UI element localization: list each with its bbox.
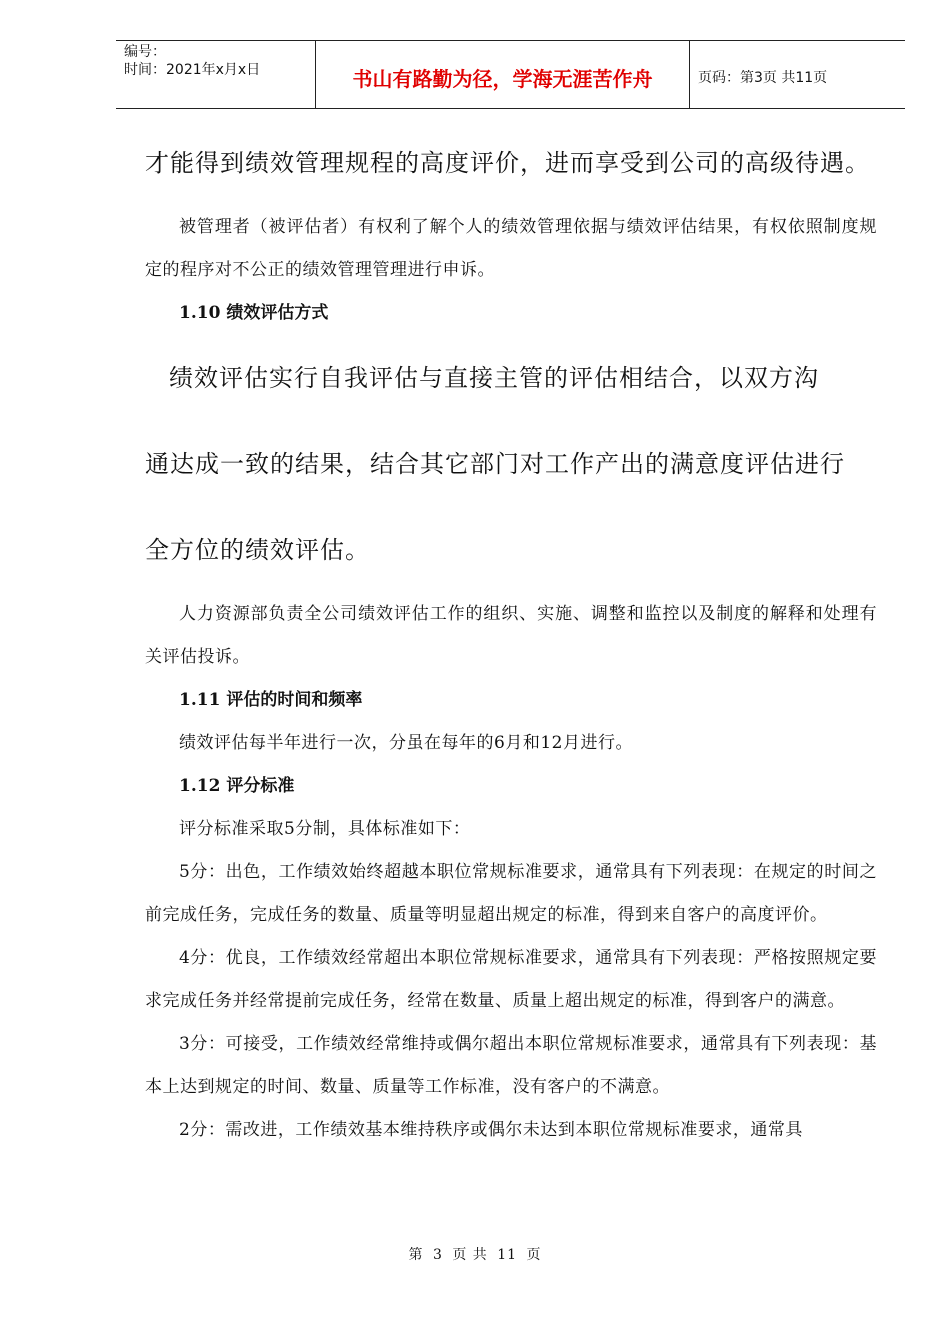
footer-total-pages: 11 (497, 1247, 518, 1263)
document-body (145, 140, 877, 1152)
page-footer (0, 1244, 950, 1264)
section-heading-1-11: 1.11 评估的时间和频率 (179, 690, 363, 710)
paragraph-evaluation-method-line1: 绩效评估实行自我评估与直接主管的评估相结合，以双方沟 (169, 364, 819, 392)
footer-prefix: 第 (408, 1247, 424, 1263)
page-header (116, 40, 905, 109)
footer-page-number: 3 (432, 1247, 443, 1263)
section-heading-1-10: 1.10 绩效评估方式 (179, 303, 329, 323)
paragraph-score-2: 2分：需改进，工作绩效基本维持秩序或偶尔未达到本职位常规标准要求，通常具 (179, 1120, 803, 1140)
paragraph-frequency: 绩效评估每半年进行一次，分虽在每年的6月和12月进行。 (179, 733, 633, 753)
paragraph-score-4: 4分：优良，工作绩效经常超出本职位常规标准要求，通常具有下列表现：严格按照规定要求完成任务并经常提前完成任务，经常在数量、质量上超出规定的标准，得到客户的满意。 (145, 948, 877, 1011)
paragraph-score-5: 5分：出色，工作绩效始终超越本职位常规标准要求，通常具有下列表现：在规定的时间之前完成任务，完成任务的数量、质量等明显超出规定的标准，得到来自客户的高度评价。 (145, 862, 877, 925)
paragraph-appeal-rights: 被管理者（被评估者）有权利了解个人的绩效管理依据与绩效评估结果，有权依照制度规定的程序对不公正的绩效管理管理进行申诉。 (145, 217, 877, 280)
paragraph-evaluation-method-line2: 通达成一致的结果，结合其它部门对工作产出的满意度评估进行 (145, 450, 845, 478)
paragraph-score-3: 3分：可接受，工作绩效经常维持或偶尔超出本职位常规标准要求，通常具有下列表现：基本上达到规定的时间、数量、质量等工作标准，没有客户的不满意。 (145, 1034, 877, 1097)
paragraph-continued: 才能得到绩效管理规程的高度评价，进而享受到公司的高级待遇。 (145, 149, 870, 177)
paragraph-scoring-intro: 评分标准采取5分制，具体标准如下： (179, 819, 471, 839)
header-page-info: 页码：第3页 共11页 (698, 69, 828, 86)
section-heading-1-12: 1.12 评分标准 (179, 776, 295, 796)
header-meta (116, 41, 316, 108)
document-time-label: 时间：2021年x月x日 (124, 62, 261, 78)
footer-mid: 页 共 (452, 1247, 488, 1263)
paragraph-hr-responsibility: 人力资源部负责全公司绩效评估工作的组织、实施、调整和监控以及制度的解释和处理有关评估投诉。 (145, 604, 877, 667)
footer-suffix: 页 (526, 1247, 542, 1263)
paragraph-evaluation-method-line3: 全方位的绩效评估。 (145, 536, 370, 564)
document-number-label: 编号： (124, 44, 166, 60)
header-motto: 书山有路勤为径，学海无涯苦作舟 (316, 41, 690, 108)
